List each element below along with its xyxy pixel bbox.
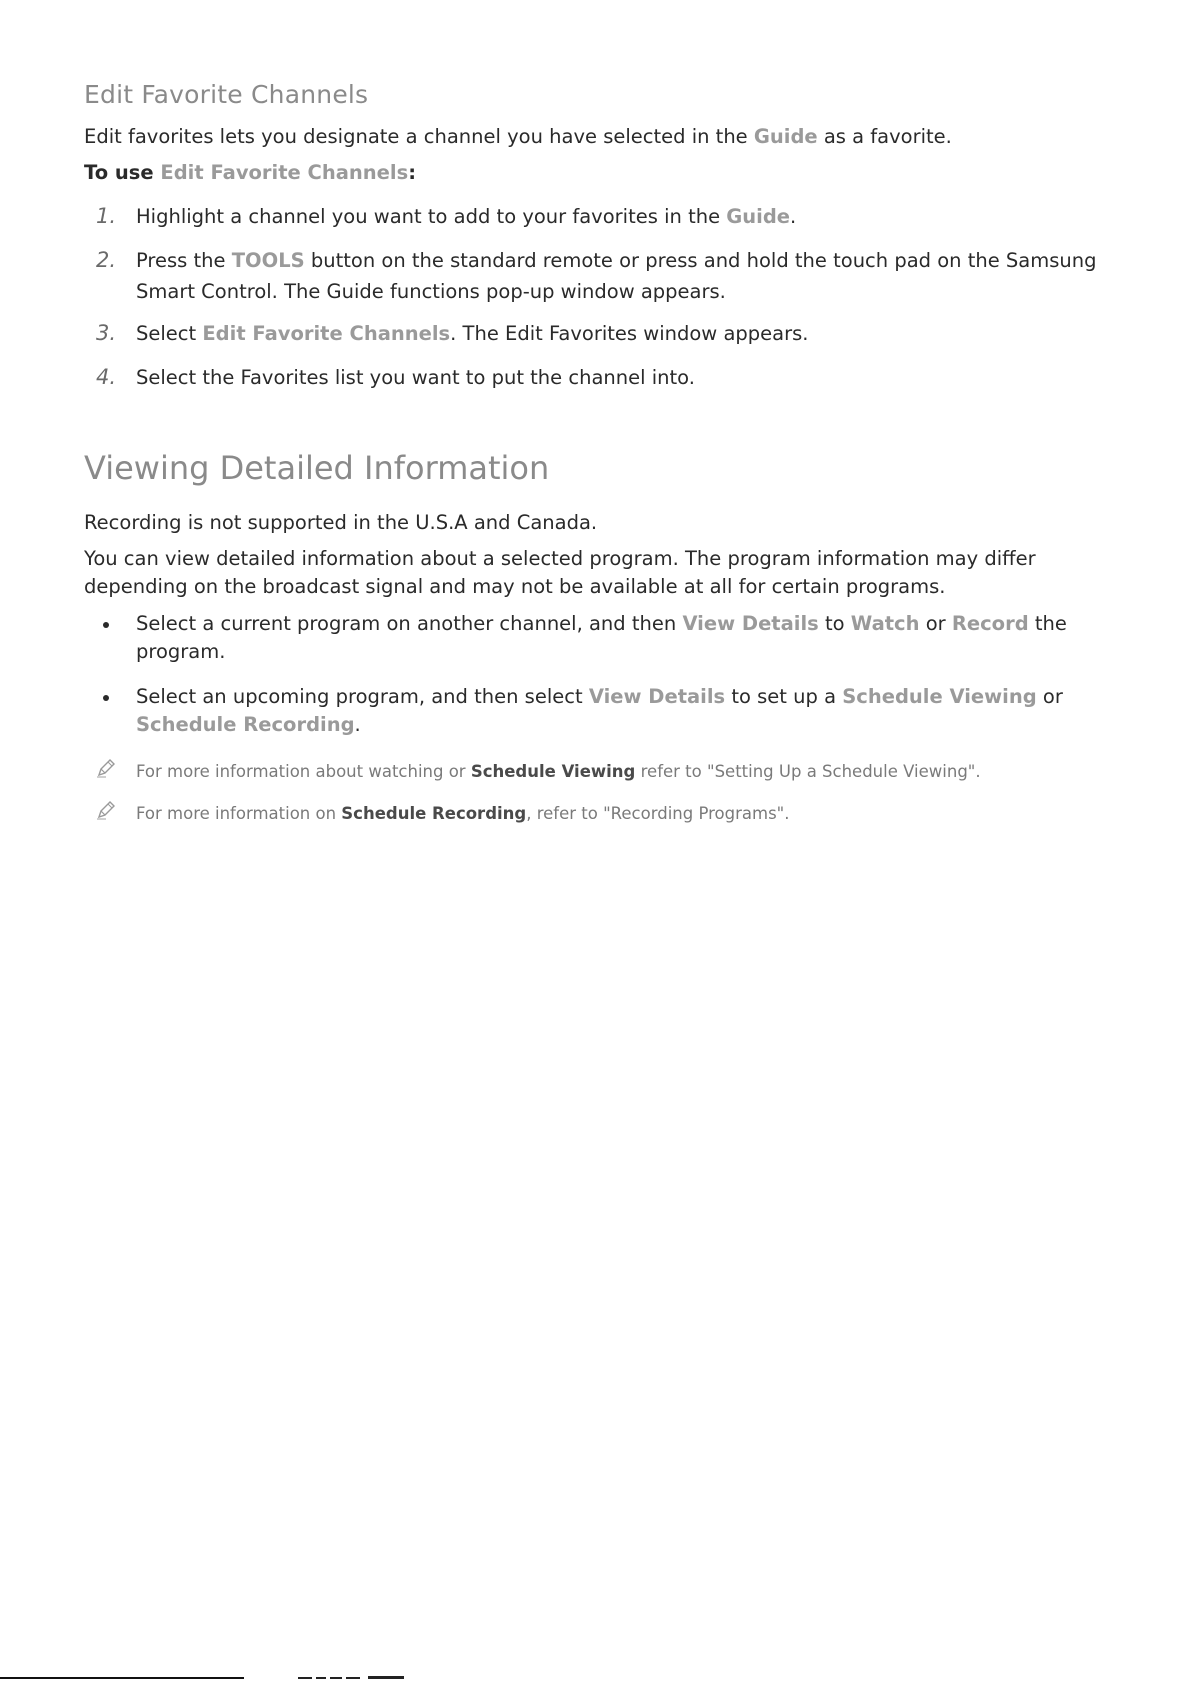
bullet-text: Select an upcoming program, and then select View Details to set up a Schedule Viewing or Schedule Recording. [136,685,1063,736]
bullet-dot [103,622,109,628]
note-text: For more information on Schedule Recording, refer to "Recording Programs". [136,804,790,823]
to-use-colon: : [408,161,417,184]
tools-keyword: TOOLS [231,249,305,272]
detailed-info-paragraph: You can view detailed information about a selected program. The program information may differ depending on the broadcast signal and may not be available at all for certain programs. [84,547,1036,598]
to-use-line [84,159,1114,187]
step-number: 4. [96,365,117,389]
step-number: 1. [96,204,117,228]
step-text: Select the Favorites list you want to put the channel into. [136,366,695,389]
view-details-keyword: View Details [588,685,726,708]
step-number: 2. [96,248,117,272]
intro-text-end: as a favorite. [817,125,952,148]
schedule-viewing-keyword: Schedule Viewing [842,685,1037,708]
footer-marks [298,1675,408,1681]
edit-favorite-channels-keyword: Edit Favorite Channels [160,161,409,184]
step-number: 3. [96,321,117,345]
intro-text: Edit favorites lets you designate a channel you have selected in the [84,125,754,148]
schedule-recording-keyword: Schedule Recording [136,713,355,736]
footer-rule [0,1677,244,1679]
bullet-dot [103,695,109,701]
section-heading-edit-favorite-channels: Edit Favorite Channels [84,80,369,109]
view-details-keyword: View Details [682,612,819,635]
note-text: For more information about watching or Schedule Viewing refer to "Setting Up a Schedule Viewing". [136,762,981,781]
to-use-label: To use [84,161,161,184]
guide-keyword: Guide [753,125,818,148]
watch-keyword: Watch [850,612,920,635]
step-text: Press the TOOLS button on the standard remote or press and hold the touch pad on the Samsung Smart Control. The Guide functions pop-up window appears. [136,249,1097,303]
section-heading-viewing-detailed-information: Viewing Detailed Information [84,449,550,487]
schedule-viewing-keyword: Schedule Viewing [470,762,636,781]
step-text: Highlight a channel you want to add to your favorites in the Guide. [136,205,797,228]
pencil-note-icon [94,756,118,780]
bullet-text: Select a current program on another channel, and then View Details to Watch or Record the program. [136,612,1067,663]
edit-favorite-channels-keyword: Edit Favorite Channels [202,322,451,345]
intro-paragraph [84,123,1114,151]
guide-keyword: Guide [726,205,791,228]
pencil-note-icon [94,798,118,822]
step-text: Select Edit Favorite Channels. The Edit Favorites window appears. [136,322,809,345]
schedule-recording-keyword: Schedule Recording [341,804,527,823]
record-keyword: Record [951,612,1029,635]
recording-not-supported-text: Recording is not supported in the U.S.A and Canada. [84,511,598,534]
